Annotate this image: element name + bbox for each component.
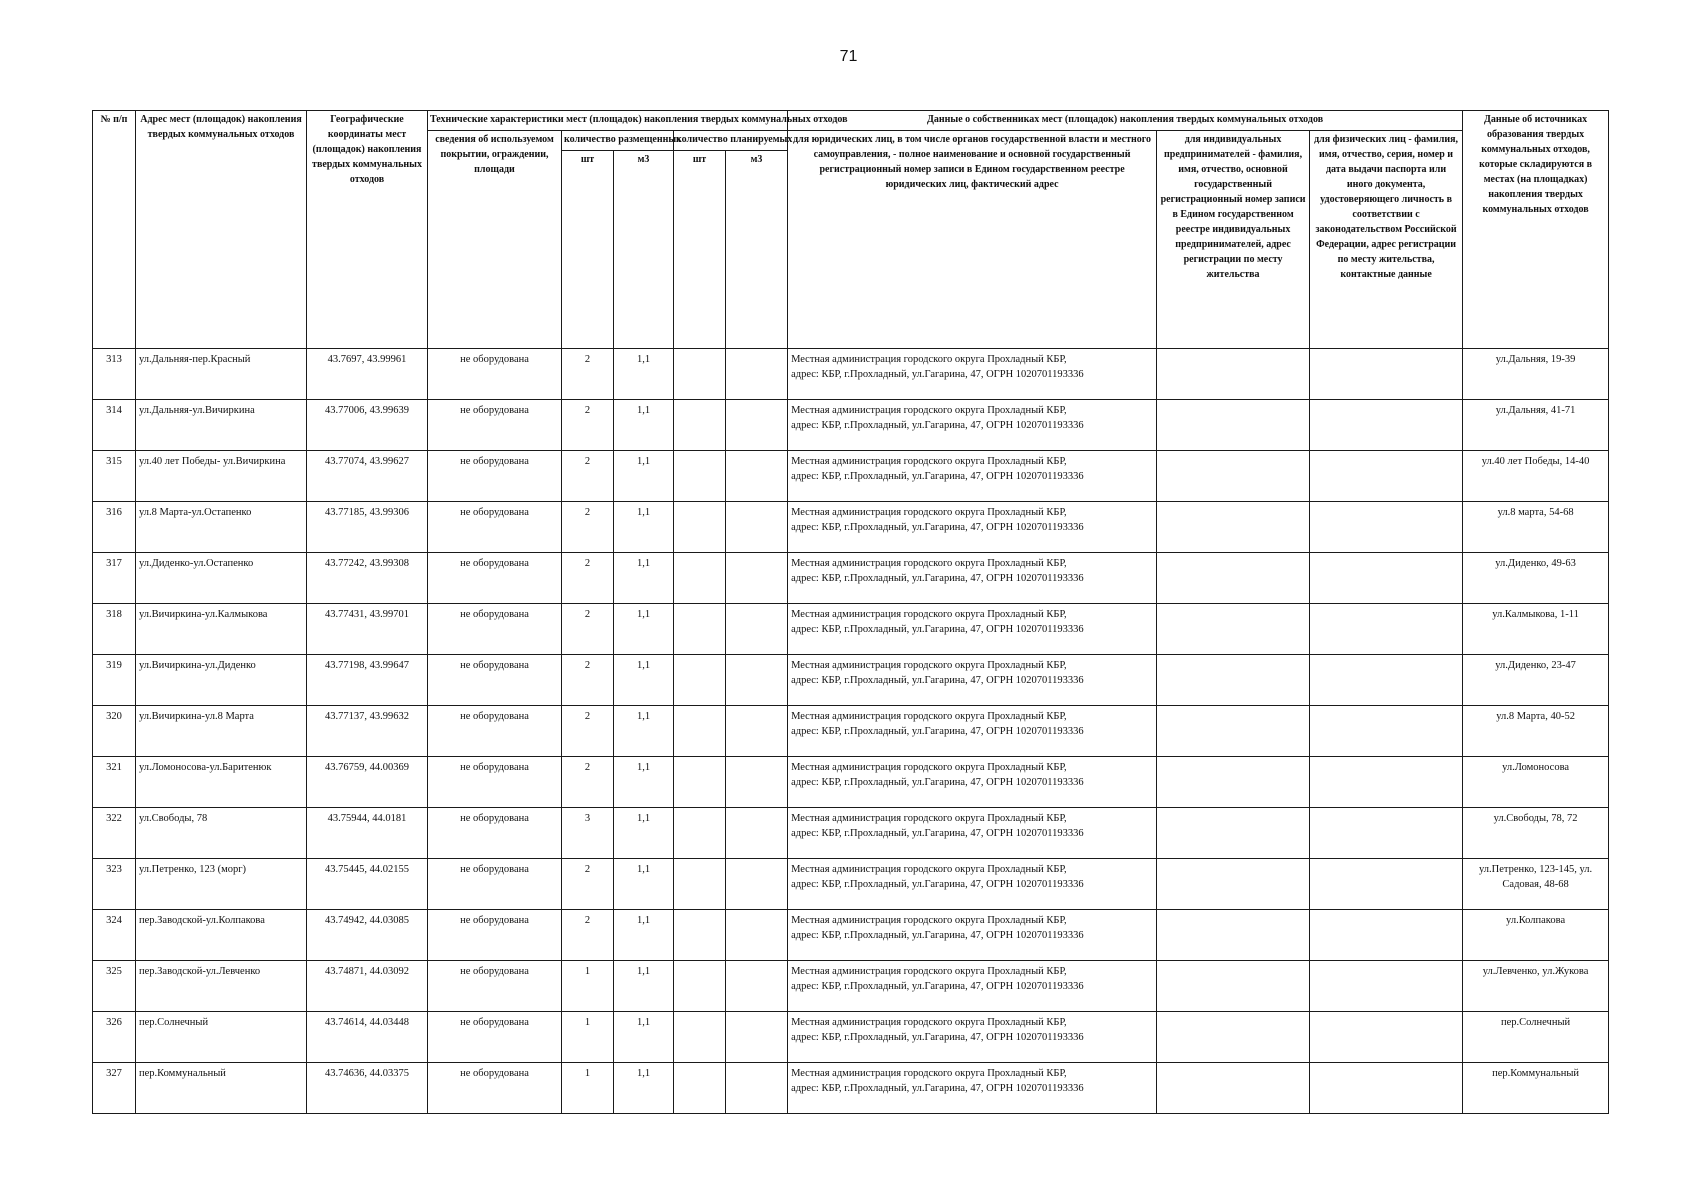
cell-planned-pcs bbox=[674, 706, 726, 757]
cell-num: 321 bbox=[93, 757, 136, 808]
cell-placed-pcs: 1 bbox=[562, 1012, 614, 1063]
cell-planned-m3 bbox=[726, 349, 788, 400]
cell-source: ул.Колпакова bbox=[1463, 910, 1609, 961]
cell-placed-pcs: 2 bbox=[562, 655, 614, 706]
cell-surface: не оборудована bbox=[428, 757, 562, 808]
cell-placed-m3: 1,1 bbox=[614, 451, 674, 502]
cell-owner-ip bbox=[1157, 349, 1310, 400]
cell-surface: не оборудована bbox=[428, 1012, 562, 1063]
cell-placed-pcs: 1 bbox=[562, 1063, 614, 1114]
cell-placed-pcs: 1 bbox=[562, 961, 614, 1012]
cell-surface: не оборудована bbox=[428, 808, 562, 859]
cell-planned-m3 bbox=[726, 451, 788, 502]
cell-surface: не оборудована bbox=[428, 451, 562, 502]
cell-owner-legal: Местная администрация городского округа Прохладный КБР, адрес: КБР, г.Прохладный, ул.Гагарина, 47, ОГРН 1020701193336 bbox=[788, 553, 1157, 604]
cell-planned-m3 bbox=[726, 706, 788, 757]
cell-address: ул.40 лет Победы- ул.Вичиркина bbox=[136, 451, 307, 502]
cell-owner-legal: Местная администрация городского округа Прохладный КБР, адрес: КБР, г.Прохладный, ул.Гагарина, 47, ОГРН 1020701193336 bbox=[788, 706, 1157, 757]
cell-placed-m3: 1,1 bbox=[614, 808, 674, 859]
cell-coords: 43.7697, 43.99961 bbox=[307, 349, 428, 400]
cell-planned-pcs bbox=[674, 502, 726, 553]
cell-planned-m3 bbox=[726, 910, 788, 961]
cell-owner-legal: Местная администрация городского округа Прохладный КБР, адрес: КБР, г.Прохладный, ул.Гагарина, 47, ОГРН 1020701193336 bbox=[788, 1063, 1157, 1114]
cell-owner-ip bbox=[1157, 961, 1310, 1012]
cell-placed-m3: 1,1 bbox=[614, 349, 674, 400]
cell-owner-person bbox=[1310, 859, 1463, 910]
table-row bbox=[93, 451, 1609, 502]
cell-planned-pcs bbox=[674, 604, 726, 655]
cell-address: пер.Заводской-ул.Левченко bbox=[136, 961, 307, 1012]
cell-source: ул.8 марта, 54-68 bbox=[1463, 502, 1609, 553]
cell-surface: не оборудована bbox=[428, 400, 562, 451]
cell-num: 314 bbox=[93, 400, 136, 451]
cell-source: ул.Дальняя, 41-71 bbox=[1463, 400, 1609, 451]
header-sources: Данные об источниках образования твердых коммунальных отходов, которые складируются в местах (на площадках) накопления твердых коммунальных отходов bbox=[1463, 111, 1609, 349]
cell-surface: не оборудована bbox=[428, 604, 562, 655]
header-owner-ip: для индивидуальных предпринимателей - фамилия, имя, отчество, основной государственный регистрационный номер записи в Едином государственном реестре индивидуальных предпринимателей, адрес регистрации по месту жительства bbox=[1157, 131, 1310, 349]
waste-sites-table bbox=[92, 110, 1609, 1114]
cell-source: пер.Солнечный bbox=[1463, 1012, 1609, 1063]
cell-owner-legal: Местная администрация городского округа Прохладный КБР, адрес: КБР, г.Прохладный, ул.Гагарина, 47, ОГРН 1020701193336 bbox=[788, 808, 1157, 859]
cell-placed-pcs: 2 bbox=[562, 859, 614, 910]
cell-placed-m3: 1,1 bbox=[614, 961, 674, 1012]
cell-owner-legal: Местная администрация городского округа Прохладный КБР, адрес: КБР, г.Прохладный, ул.Гагарина, 47, ОГРН 1020701193336 bbox=[788, 859, 1157, 910]
cell-source: пер.Коммунальный bbox=[1463, 1063, 1609, 1114]
cell-coords: 43.74871, 44.03092 bbox=[307, 961, 428, 1012]
header-count-placed: количество размещенных bbox=[562, 131, 674, 151]
cell-owner-ip bbox=[1157, 553, 1310, 604]
cell-placed-pcs: 3 bbox=[562, 808, 614, 859]
cell-owner-person bbox=[1310, 910, 1463, 961]
cell-placed-m3: 1,1 bbox=[614, 502, 674, 553]
cell-coords: 43.74942, 44.03085 bbox=[307, 910, 428, 961]
cell-surface: не оборудована bbox=[428, 349, 562, 400]
cell-planned-pcs bbox=[674, 859, 726, 910]
cell-num: 317 bbox=[93, 553, 136, 604]
table-row bbox=[93, 910, 1609, 961]
cell-source: ул.Диденко, 23-47 bbox=[1463, 655, 1609, 706]
cell-source: ул.Петренко, 123-145, ул. Садовая, 48-68 bbox=[1463, 859, 1609, 910]
cell-source: ул.Свободы, 78, 72 bbox=[1463, 808, 1609, 859]
cell-owner-person bbox=[1310, 808, 1463, 859]
cell-surface: не оборудована bbox=[428, 553, 562, 604]
cell-address: ул.Вичиркина-ул.8 Марта bbox=[136, 706, 307, 757]
table-row bbox=[93, 655, 1609, 706]
cell-planned-m3 bbox=[726, 604, 788, 655]
cell-source: ул.8 Марта, 40-52 bbox=[1463, 706, 1609, 757]
cell-planned-m3 bbox=[726, 502, 788, 553]
cell-planned-m3 bbox=[726, 859, 788, 910]
cell-owner-person bbox=[1310, 604, 1463, 655]
cell-owner-person bbox=[1310, 400, 1463, 451]
cell-address: пер.Заводской-ул.Колпакова bbox=[136, 910, 307, 961]
cell-owner-ip bbox=[1157, 400, 1310, 451]
cell-owner-legal: Местная администрация городского округа Прохладный КБР, адрес: КБР, г.Прохладный, ул.Гагарина, 47, ОГРН 1020701193336 bbox=[788, 757, 1157, 808]
cell-owner-person bbox=[1310, 553, 1463, 604]
cell-address: ул.8 Марта-ул.Остапенко bbox=[136, 502, 307, 553]
cell-coords: 43.75944, 44.0181 bbox=[307, 808, 428, 859]
cell-placed-pcs: 2 bbox=[562, 502, 614, 553]
cell-address: ул.Петренко, 123 (морг) bbox=[136, 859, 307, 910]
table-row bbox=[93, 1063, 1609, 1114]
table-row bbox=[93, 502, 1609, 553]
cell-coords: 43.77074, 43.99627 bbox=[307, 451, 428, 502]
table-header bbox=[93, 111, 1609, 349]
cell-source: ул.Калмыкова, 1-11 bbox=[1463, 604, 1609, 655]
cell-owner-legal: Местная администрация городского округа Прохладный КБР, адрес: КБР, г.Прохладный, ул.Гагарина, 47, ОГРН 1020701193336 bbox=[788, 604, 1157, 655]
cell-planned-pcs bbox=[674, 910, 726, 961]
cell-surface: не оборудована bbox=[428, 910, 562, 961]
table-row bbox=[93, 1012, 1609, 1063]
cell-placed-pcs: 2 bbox=[562, 349, 614, 400]
cell-owner-ip bbox=[1157, 604, 1310, 655]
cell-owner-ip bbox=[1157, 910, 1310, 961]
cell-surface: не оборудована bbox=[428, 706, 562, 757]
cell-num: 326 bbox=[93, 1012, 136, 1063]
cell-placed-pcs: 2 bbox=[562, 706, 614, 757]
cell-placed-pcs: 2 bbox=[562, 604, 614, 655]
page-number: 71 bbox=[839, 48, 858, 65]
cell-planned-m3 bbox=[726, 553, 788, 604]
cell-source: ул.40 лет Победы, 14-40 bbox=[1463, 451, 1609, 502]
cell-placed-pcs: 2 bbox=[562, 757, 614, 808]
header-planned-m3: м3 bbox=[726, 151, 788, 349]
cell-address: ул.Диденко-ул.Остапенко bbox=[136, 553, 307, 604]
cell-source: ул.Левченко, ул.Жукова bbox=[1463, 961, 1609, 1012]
cell-num: 319 bbox=[93, 655, 136, 706]
table-body bbox=[93, 349, 1609, 1114]
cell-placed-m3: 1,1 bbox=[614, 400, 674, 451]
cell-num: 320 bbox=[93, 706, 136, 757]
cell-placed-pcs: 2 bbox=[562, 553, 614, 604]
header-num: № п/п bbox=[93, 111, 136, 349]
cell-address: ул.Дальняя-ул.Вичиркина bbox=[136, 400, 307, 451]
header-owner-person: для физических лиц - фамилия, имя, отчество, серия, номер и дата выдачи паспорта или иного документа, удостоверяющего личность в соответствии с законодательством Российской Федерации, адрес регистрации по месту жительства, контактные данные bbox=[1310, 131, 1463, 349]
cell-address: ул.Дальняя-пер.Красный bbox=[136, 349, 307, 400]
cell-placed-pcs: 2 bbox=[562, 910, 614, 961]
cell-coords: 43.75445, 44.02155 bbox=[307, 859, 428, 910]
table-row bbox=[93, 400, 1609, 451]
cell-owner-legal: Местная администрация городского округа Прохладный КБР, адрес: КБР, г.Прохладный, ул.Гагарина, 47, ОГРН 1020701193336 bbox=[788, 910, 1157, 961]
header-address: Адрес мест (площадок) накопления твердых коммунальных отходов bbox=[136, 111, 307, 349]
cell-owner-ip bbox=[1157, 502, 1310, 553]
cell-planned-m3 bbox=[726, 1063, 788, 1114]
cell-num: 327 bbox=[93, 1063, 136, 1114]
cell-num: 325 bbox=[93, 961, 136, 1012]
cell-owner-person bbox=[1310, 451, 1463, 502]
cell-num: 324 bbox=[93, 910, 136, 961]
cell-surface: не оборудована bbox=[428, 1063, 562, 1114]
cell-planned-pcs bbox=[674, 451, 726, 502]
cell-coords: 43.77137, 43.99632 bbox=[307, 706, 428, 757]
cell-source: ул.Диденко, 49-63 bbox=[1463, 553, 1609, 604]
cell-placed-pcs: 2 bbox=[562, 400, 614, 451]
cell-address: ул.Ломоносова-ул.Баритенюк bbox=[136, 757, 307, 808]
cell-planned-pcs bbox=[674, 808, 726, 859]
cell-planned-pcs bbox=[674, 961, 726, 1012]
table-row bbox=[93, 553, 1609, 604]
header-owner-legal: для юридических лиц, в том числе органов государственной власти и местного самоуправления, - полное наименование и основной государственный регистрационный номер записи в Едином государственном реестре юридических лиц, фактический адрес bbox=[788, 131, 1157, 349]
cell-num: 322 bbox=[93, 808, 136, 859]
header-count-planned: количество планируемых bbox=[674, 131, 788, 151]
cell-owner-ip bbox=[1157, 655, 1310, 706]
cell-planned-pcs bbox=[674, 757, 726, 808]
cell-surface: не оборудована bbox=[428, 502, 562, 553]
cell-placed-m3: 1,1 bbox=[614, 1063, 674, 1114]
cell-planned-pcs bbox=[674, 553, 726, 604]
cell-planned-pcs bbox=[674, 349, 726, 400]
header-planned-pcs: шт bbox=[674, 151, 726, 349]
cell-surface: не оборудована bbox=[428, 961, 562, 1012]
cell-address: ул.Вичиркина-ул.Диденко bbox=[136, 655, 307, 706]
table-row bbox=[93, 859, 1609, 910]
cell-planned-m3 bbox=[726, 961, 788, 1012]
cell-placed-m3: 1,1 bbox=[614, 910, 674, 961]
cell-owner-person bbox=[1310, 706, 1463, 757]
cell-source: ул.Ломоносова bbox=[1463, 757, 1609, 808]
cell-coords: 43.77006, 43.99639 bbox=[307, 400, 428, 451]
cell-owner-ip bbox=[1157, 451, 1310, 502]
cell-owner-legal: Местная администрация городского округа Прохладный КБР, адрес: КБР, г.Прохладный, ул.Гагарина, 47, ОГРН 1020701193336 bbox=[788, 961, 1157, 1012]
cell-num: 318 bbox=[93, 604, 136, 655]
cell-coords: 43.77431, 43.99701 bbox=[307, 604, 428, 655]
header-tech: Технические характеристики мест (площадок) накопления твердых коммунальных отходов bbox=[428, 111, 788, 131]
cell-planned-m3 bbox=[726, 757, 788, 808]
cell-planned-pcs bbox=[674, 1063, 726, 1114]
cell-planned-pcs bbox=[674, 1012, 726, 1063]
cell-placed-m3: 1,1 bbox=[614, 757, 674, 808]
cell-num: 316 bbox=[93, 502, 136, 553]
cell-owner-legal: Местная администрация городского округа Прохладный КБР, адрес: КБР, г.Прохладный, ул.Гагарина, 47, ОГРН 1020701193336 bbox=[788, 1012, 1157, 1063]
cell-source: ул.Дальняя, 19-39 bbox=[1463, 349, 1609, 400]
cell-coords: 43.77198, 43.99647 bbox=[307, 655, 428, 706]
cell-placed-m3: 1,1 bbox=[614, 604, 674, 655]
cell-planned-m3 bbox=[726, 400, 788, 451]
cell-owner-person bbox=[1310, 349, 1463, 400]
cell-address: ул.Вичиркина-ул.Калмыкова bbox=[136, 604, 307, 655]
cell-placed-m3: 1,1 bbox=[614, 859, 674, 910]
cell-coords: 43.77242, 43.99308 bbox=[307, 553, 428, 604]
table-row bbox=[93, 604, 1609, 655]
cell-owner-person bbox=[1310, 655, 1463, 706]
cell-owner-legal: Местная администрация городского округа Прохладный КБР, адрес: КБР, г.Прохладный, ул.Гагарина, 47, ОГРН 1020701193336 bbox=[788, 655, 1157, 706]
header-owners: Данные о собственниках мест (площадок) накопления твердых коммунальных отходов bbox=[788, 111, 1463, 131]
cell-placed-pcs: 2 bbox=[562, 451, 614, 502]
cell-owner-ip bbox=[1157, 706, 1310, 757]
cell-placed-m3: 1,1 bbox=[614, 1012, 674, 1063]
cell-owner-legal: Местная администрация городского округа Прохладный КБР, адрес: КБР, г.Прохладный, ул.Гагарина, 47, ОГРН 1020701193336 bbox=[788, 451, 1157, 502]
cell-owner-legal: Местная администрация городского округа Прохладный КБР, адрес: КБР, г.Прохладный, ул.Гагарина, 47, ОГРН 1020701193336 bbox=[788, 502, 1157, 553]
cell-planned-pcs bbox=[674, 400, 726, 451]
table-row bbox=[93, 961, 1609, 1012]
cell-owner-ip bbox=[1157, 757, 1310, 808]
cell-owner-ip bbox=[1157, 808, 1310, 859]
cell-placed-m3: 1,1 bbox=[614, 655, 674, 706]
cell-address: пер.Коммунальный bbox=[136, 1063, 307, 1114]
cell-surface: не оборудована bbox=[428, 859, 562, 910]
cell-surface: не оборудована bbox=[428, 655, 562, 706]
table-row bbox=[93, 706, 1609, 757]
cell-owner-person bbox=[1310, 1012, 1463, 1063]
header-surface: сведения об используемом покрытии, ограждении, площади bbox=[428, 131, 562, 349]
cell-owner-person bbox=[1310, 961, 1463, 1012]
cell-owner-ip bbox=[1157, 1012, 1310, 1063]
cell-owner-person bbox=[1310, 1063, 1463, 1114]
header-placed-pcs: шт bbox=[562, 151, 614, 349]
cell-planned-pcs bbox=[674, 655, 726, 706]
cell-placed-m3: 1,1 bbox=[614, 553, 674, 604]
cell-owner-legal: Местная администрация городского округа Прохладный КБР, адрес: КБР, г.Прохладный, ул.Гагарина, 47, ОГРН 1020701193336 bbox=[788, 349, 1157, 400]
table-row bbox=[93, 808, 1609, 859]
cell-owner-ip bbox=[1157, 859, 1310, 910]
cell-coords: 43.74636, 44.03375 bbox=[307, 1063, 428, 1114]
cell-planned-m3 bbox=[726, 655, 788, 706]
cell-coords: 43.74614, 44.03448 bbox=[307, 1012, 428, 1063]
cell-placed-m3: 1,1 bbox=[614, 706, 674, 757]
cell-num: 313 bbox=[93, 349, 136, 400]
header-geo: Географические координаты мест (площадок) накопления твердых коммунальных отходов bbox=[307, 111, 428, 349]
cell-owner-person bbox=[1310, 757, 1463, 808]
cell-planned-m3 bbox=[726, 808, 788, 859]
cell-address: ул.Свободы, 78 bbox=[136, 808, 307, 859]
table-row bbox=[93, 757, 1609, 808]
cell-address: пер.Солнечный bbox=[136, 1012, 307, 1063]
cell-owner-legal: Местная администрация городского округа Прохладный КБР, адрес: КБР, г.Прохладный, ул.Гагарина, 47, ОГРН 1020701193336 bbox=[788, 400, 1157, 451]
cell-coords: 43.76759, 44.00369 bbox=[307, 757, 428, 808]
cell-owner-person bbox=[1310, 502, 1463, 553]
header-placed-m3: м3 bbox=[614, 151, 674, 349]
cell-owner-ip bbox=[1157, 1063, 1310, 1114]
cell-coords: 43.77185, 43.99306 bbox=[307, 502, 428, 553]
cell-num: 323 bbox=[93, 859, 136, 910]
cell-num: 315 bbox=[93, 451, 136, 502]
table-row bbox=[93, 349, 1609, 400]
cell-planned-m3 bbox=[726, 1012, 788, 1063]
